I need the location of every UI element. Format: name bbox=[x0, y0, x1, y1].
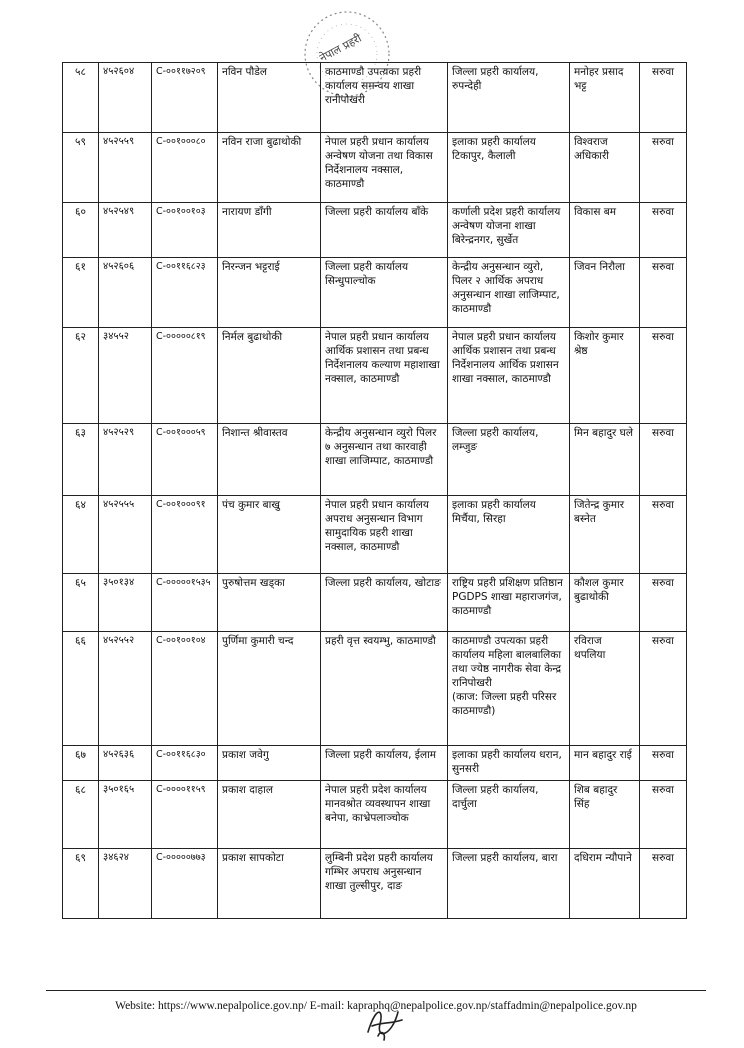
employee-name-cell bbox=[218, 328, 321, 424]
employee-name-cell bbox=[218, 496, 321, 574]
code-number-cell bbox=[152, 424, 218, 496]
code-number-text: C-०००००१५३५ bbox=[156, 577, 211, 588]
employee-name-text: पुरुषोत्तम खड्का bbox=[222, 577, 285, 589]
employee-name-cell bbox=[218, 133, 321, 203]
employee-name-cell bbox=[218, 574, 321, 632]
code-number-cell bbox=[152, 496, 218, 574]
transfer-office-text: नेपाल प्रहरी प्रधान कार्यालय आर्थिक प्रशासन तथा प्रबन्ध निर्देशनालय आर्थिक प्रशासन शाखा नक्साल, काठमाण्डौ bbox=[452, 331, 559, 385]
employee-name-text: नविन पौडेल bbox=[222, 66, 267, 78]
table-row bbox=[63, 424, 687, 496]
email-label: E-mail: bbox=[309, 1000, 345, 1012]
current-office-cell bbox=[321, 133, 448, 203]
code-number-text: C-००११७२०९ bbox=[156, 66, 206, 77]
employee-name-cell bbox=[218, 849, 321, 919]
employee-name-text: प्रकाश सापकोटा bbox=[222, 852, 284, 864]
commander-name-cell bbox=[570, 328, 640, 424]
email-link-kapraphq[interactable]: kapraphq@nepalpolice.gov.np/ bbox=[347, 1000, 491, 1012]
commander-name-text: जिवन निरौला bbox=[574, 261, 625, 273]
table-row bbox=[63, 63, 687, 133]
employee-id-cell bbox=[99, 632, 152, 746]
transfer-office-text: जिल्ला प्रहरी कार्यालय, बारा bbox=[452, 852, 558, 864]
code-number-cell bbox=[152, 746, 218, 781]
transfer-office-text: कर्णाली प्रदेश प्रहरी कार्यालय अन्वेषण योजना शाखा बिरेन्द्रनगर, सुर्खेत bbox=[452, 206, 561, 246]
website-link[interactable]: https://www.nepalpolice.gov.np/ bbox=[157, 1000, 307, 1012]
employee-id-cell bbox=[99, 574, 152, 632]
table-row bbox=[63, 203, 687, 258]
employee-name-cell bbox=[218, 632, 321, 746]
transfer-office-cell bbox=[448, 746, 570, 781]
transfer-office-text: जिल्ला प्रहरी कार्यालय, रुपन्देही bbox=[452, 66, 539, 92]
employee-name-cell bbox=[218, 781, 321, 849]
current-office-cell bbox=[321, 746, 448, 781]
commander-name-text: मनोहर प्रसाद भट्ट bbox=[574, 66, 624, 92]
commander-name-cell bbox=[570, 781, 640, 849]
serial-number-cell bbox=[63, 849, 99, 919]
current-office-text: केन्द्रीय अनुसन्धान व्युरो पिलर ७ अनुसन्धान तथा कारवाही शाखा लाजिम्पाट, काठमाण्डौ bbox=[325, 427, 437, 467]
code-number-text: C-००१०००५९ bbox=[156, 427, 206, 438]
employee-id-text: ४५२६०४ bbox=[103, 66, 135, 77]
transfer-office-text: काठमाण्डौ उपत्यका प्रहरी कार्यालय महिला बालबालिका तथा ज्येष्ठ नागरीक सेवा केन्द्र रानिपोखरी bbox=[452, 635, 562, 689]
transfer-office-cell bbox=[448, 496, 570, 574]
status-cell bbox=[640, 632, 687, 746]
current-office-cell bbox=[321, 496, 448, 574]
current-office-cell bbox=[321, 63, 448, 133]
page-footer bbox=[44, 1000, 708, 1012]
commander-name-text: जितेन्द्र कुमार बस्नेत bbox=[574, 499, 625, 525]
table-row bbox=[63, 849, 687, 919]
code-number-text: C-००१००१०४ bbox=[156, 635, 206, 646]
transfer-office-cell bbox=[448, 328, 570, 424]
serial-number-cell bbox=[63, 424, 99, 496]
commander-name-cell bbox=[570, 258, 640, 328]
current-office-cell bbox=[321, 574, 448, 632]
serial-number-cell bbox=[63, 746, 99, 781]
commander-name-text: शिब बहादुर सिंह bbox=[574, 784, 618, 810]
employee-id-cell bbox=[99, 849, 152, 919]
employee-name-cell bbox=[218, 63, 321, 133]
transfer-office-cell bbox=[448, 574, 570, 632]
table-row bbox=[63, 746, 687, 781]
table-row bbox=[63, 133, 687, 203]
current-office-text: नेपाल प्रहरी प्रदेश कार्यालय मानवश्रोत व्यवस्थापन शाखा बनेपा, काभ्रेपलाञ्चोक bbox=[325, 784, 431, 824]
commander-name-cell bbox=[570, 203, 640, 258]
employee-id-cell bbox=[99, 781, 152, 849]
code-number-text: C-००१०००८० bbox=[156, 136, 206, 147]
footer-divider bbox=[46, 990, 706, 991]
employee-id-text: ४५२५५२ bbox=[103, 635, 135, 646]
email-link-staffadmin[interactable]: staffadmin@nepalpolice.gov.np bbox=[490, 1000, 637, 1012]
code-number-text: C-००११६८२३ bbox=[156, 261, 206, 272]
employee-id-text: ३४६२४ bbox=[103, 852, 129, 863]
status-cell bbox=[640, 203, 687, 258]
transfer-office-cell bbox=[448, 258, 570, 328]
employee-name-text: पंच कुमार बाखु bbox=[222, 499, 280, 511]
current-office-text: काठमाण्डौ उपत्यका प्रहरी कार्यालय समन्वय शाखा रानीपोखरी bbox=[325, 66, 422, 106]
commander-name-cell bbox=[570, 63, 640, 133]
website-label: Website: bbox=[115, 1000, 156, 1012]
employee-id-text: ४५२५४९ bbox=[103, 206, 135, 217]
code-number-text: C-०००००७७३ bbox=[156, 852, 206, 863]
employee-id-text: ४५२५२९ bbox=[103, 427, 135, 438]
status-cell bbox=[640, 496, 687, 574]
status-text: सरुवा bbox=[652, 331, 674, 343]
employee-id-cell bbox=[99, 63, 152, 133]
commander-name-cell bbox=[570, 746, 640, 781]
commander-name-text: मान बहादुर राई bbox=[574, 749, 632, 761]
status-text: सरुवा bbox=[652, 635, 674, 647]
current-office-cell bbox=[321, 258, 448, 328]
commander-name-cell bbox=[570, 496, 640, 574]
status-cell bbox=[640, 781, 687, 849]
current-office-text: नेपाल प्रहरी प्रधान कार्यालय अन्वेषण योजना तथा विकास निर्देशनालय नक्साल, काठमाण्डौ bbox=[325, 136, 433, 190]
current-office-text: नेपाल प्रहरी प्रधान कार्यालय आर्थिक प्रशासन तथा प्रबन्ध निर्देशनालय कल्याण महाशाखा नक्साल, काठमाण्डौ bbox=[325, 331, 440, 385]
current-office-text: जिल्ला प्रहरी कार्यालय, ईलाम bbox=[325, 749, 437, 761]
table-row bbox=[63, 258, 687, 328]
transfer-office-cell bbox=[448, 133, 570, 203]
status-text: सरुवा bbox=[652, 784, 674, 796]
commander-name-text: मिन बहादुर घले bbox=[574, 427, 633, 439]
employee-name-text: निरन्जन भट्टराई bbox=[222, 261, 280, 273]
employee-id-cell bbox=[99, 328, 152, 424]
transfer-note-text: (काज: जिल्ला प्रहरी परिसर काठमाण्डौ) bbox=[452, 691, 557, 717]
transfer-office-text: इलाका प्रहरी कार्यालय मिर्चैया, सिरहा bbox=[452, 499, 536, 525]
serial-number-text: ६५ bbox=[75, 577, 86, 589]
employee-id-cell bbox=[99, 133, 152, 203]
commander-name-cell bbox=[570, 632, 640, 746]
transfer-office-text: केन्द्रीय अनुसन्धान व्युरो, पिलर २ आर्थिक अपराध अनुसन्धान शाखा लाजिम्पाट, काठमाण्डौ bbox=[452, 261, 560, 315]
code-number-text: C-००१०००९१ bbox=[156, 499, 206, 510]
transfer-office-cell bbox=[448, 203, 570, 258]
employee-id-cell bbox=[99, 203, 152, 258]
commander-name-text: विश्वराज अधिकारी bbox=[574, 136, 609, 162]
status-cell bbox=[640, 63, 687, 133]
current-office-text: जिल्ला प्रहरी कार्यालय सिन्धुपाल्चोक bbox=[325, 261, 409, 287]
employee-name-text: प्रकाश जवेगु bbox=[222, 749, 269, 761]
serial-number-cell bbox=[63, 133, 99, 203]
serial-number-text: ६९ bbox=[75, 852, 86, 864]
commander-name-cell bbox=[570, 133, 640, 203]
employee-id-text: ३४५५२ bbox=[103, 331, 129, 342]
serial-number-cell bbox=[63, 328, 99, 424]
status-cell bbox=[640, 849, 687, 919]
status-text: सरुवा bbox=[652, 749, 674, 761]
status-text: सरुवा bbox=[652, 206, 674, 218]
serial-number-cell bbox=[63, 496, 99, 574]
employee-name-cell bbox=[218, 203, 321, 258]
code-number-cell bbox=[152, 574, 218, 632]
transfer-office-cell bbox=[448, 63, 570, 133]
employee-id-cell bbox=[99, 746, 152, 781]
status-text: सरुवा bbox=[652, 852, 674, 864]
current-office-cell bbox=[321, 424, 448, 496]
status-text: सरुवा bbox=[652, 66, 674, 78]
serial-number-text: ६३ bbox=[75, 427, 86, 439]
current-office-cell bbox=[321, 203, 448, 258]
status-text: सरुवा bbox=[652, 261, 674, 273]
serial-number-cell bbox=[63, 63, 99, 133]
commander-name-text: दधिराम न्यौपाने bbox=[574, 852, 632, 864]
employee-name-text: प्रकाश दाहाल bbox=[222, 784, 273, 796]
commander-name-text: विकास बम bbox=[574, 206, 617, 218]
current-office-cell bbox=[321, 328, 448, 424]
stamp-text: नेपाल प्रहरी bbox=[317, 31, 364, 65]
transfer-office-cell bbox=[448, 781, 570, 849]
employee-id-text: ४५२६३६ bbox=[103, 749, 135, 760]
current-office-text: प्रहरी वृत्त स्वयम्भु, काठमाण्डौ bbox=[325, 635, 436, 647]
status-cell bbox=[640, 746, 687, 781]
current-office-cell bbox=[321, 849, 448, 919]
employee-name-text: नविन राजा बुढाथोकी bbox=[222, 136, 302, 148]
serial-number-text: ६४ bbox=[75, 499, 86, 511]
code-number-text: C-००१००१०३ bbox=[156, 206, 206, 217]
serial-number-cell bbox=[63, 258, 99, 328]
status-cell bbox=[640, 328, 687, 424]
employee-name-text: पुर्णिमा कुमारी चन्द bbox=[222, 635, 294, 647]
commander-name-text: रविराज थपलिया bbox=[574, 635, 606, 661]
table-row bbox=[63, 574, 687, 632]
code-number-text: C-००११६८३० bbox=[156, 749, 206, 760]
table-row bbox=[63, 328, 687, 424]
employee-name-cell bbox=[218, 746, 321, 781]
employee-id-cell bbox=[99, 258, 152, 328]
employee-id-text: ४५२५५५ bbox=[103, 499, 135, 510]
transfer-office-cell bbox=[448, 849, 570, 919]
transfer-office-text: इलाका प्रहरी कार्यालय धरान, सुनसरी bbox=[452, 749, 562, 775]
current-office-text: नेपाल प्रहरी प्रधान कार्यालय अपराध अनुसन्धान विभाग सामुदायिक प्रहरी शाखा नक्साल, काठमाण्डौ bbox=[325, 499, 429, 553]
transfer-office-cell bbox=[448, 424, 570, 496]
employee-id-cell bbox=[99, 496, 152, 574]
employee-id-text: ४५२५५९ bbox=[103, 136, 135, 147]
serial-number-cell bbox=[63, 203, 99, 258]
status-cell bbox=[640, 424, 687, 496]
commander-name-cell bbox=[570, 574, 640, 632]
code-number-cell bbox=[152, 63, 218, 133]
code-number-text: C-०००००८१९ bbox=[156, 331, 206, 342]
table-row bbox=[63, 496, 687, 574]
employee-name-cell bbox=[218, 424, 321, 496]
code-number-cell bbox=[152, 258, 218, 328]
transfer-office-text: जिल्ला प्रहरी कार्यालय, दार्चुला bbox=[452, 784, 539, 810]
status-text: सरुवा bbox=[652, 499, 674, 511]
employee-name-text: नारायण डाँगी bbox=[222, 206, 272, 218]
commander-name-cell bbox=[570, 849, 640, 919]
current-office-text: लुम्बिनी प्रदेश प्रहरी कार्यालय गम्भिर अपराध अनुसन्धान शाखा तुल्सीपुर, दाङ bbox=[325, 852, 433, 892]
serial-number-cell bbox=[63, 574, 99, 632]
serial-number-text: ५९ bbox=[75, 136, 86, 148]
commander-name-cell bbox=[570, 424, 640, 496]
employee-id-text: ४५२६०६ bbox=[103, 261, 135, 272]
code-number-cell bbox=[152, 328, 218, 424]
transfer-office-text: जिल्ला प्रहरी कार्यालय, लम्जुङ bbox=[452, 427, 539, 453]
status-cell bbox=[640, 133, 687, 203]
code-number-cell bbox=[152, 849, 218, 919]
transfer-office-text: राष्ट्रिय प्रहरी प्रशिक्षण प्रतिष्ठान PGDPS शाखा महाराजगंज, काठमाण्डौ bbox=[452, 577, 563, 617]
status-cell bbox=[640, 574, 687, 632]
employee-name-cell bbox=[218, 258, 321, 328]
code-number-cell bbox=[152, 632, 218, 746]
status-cell bbox=[640, 258, 687, 328]
serial-number-text: ५८ bbox=[75, 66, 86, 78]
current-office-cell bbox=[321, 781, 448, 849]
serial-number-cell bbox=[63, 632, 99, 746]
serial-number-text: ६७ bbox=[75, 749, 86, 761]
commander-name-text: कौशल कुमार बुढाथोकी bbox=[574, 577, 624, 603]
employee-name-text: निशान्त श्रीवास्तव bbox=[222, 427, 288, 439]
serial-number-text: ६२ bbox=[75, 331, 86, 343]
code-number-cell bbox=[152, 203, 218, 258]
code-number-cell bbox=[152, 781, 218, 849]
employee-name-text: निर्मल बुढाथोकी bbox=[222, 331, 283, 343]
current-office-cell bbox=[321, 632, 448, 746]
transfer-office-cell bbox=[448, 632, 570, 746]
code-number-text: C-००००११५९ bbox=[156, 784, 206, 795]
employee-id-cell bbox=[99, 424, 152, 496]
serial-number-text: ६८ bbox=[75, 784, 86, 796]
code-number-cell bbox=[152, 133, 218, 203]
serial-number-text: ६१ bbox=[75, 261, 86, 273]
table-row bbox=[63, 781, 687, 849]
transfer-table bbox=[62, 62, 687, 919]
serial-number-text: ६६ bbox=[75, 635, 86, 647]
status-text: सरुवा bbox=[652, 577, 674, 589]
commander-name-text: किशोर कुमार श्रेष्ठ bbox=[574, 331, 624, 357]
transfer-office-text: इलाका प्रहरी कार्यालय टिकापुर, कैलाली bbox=[452, 136, 536, 162]
serial-number-cell bbox=[63, 781, 99, 849]
employee-id-text: ३५०१६५ bbox=[103, 784, 135, 795]
status-text: सरुवा bbox=[652, 427, 674, 439]
table-row bbox=[63, 632, 687, 746]
employee-id-text: ३५०१३४ bbox=[103, 577, 135, 588]
current-office-text: जिल्ला प्रहरी कार्यालय, खोटाङ bbox=[325, 577, 441, 589]
current-office-text: जिल्ला प्रहरी कार्यालय बाँके bbox=[325, 206, 429, 218]
serial-number-text: ६० bbox=[75, 206, 86, 218]
status-text: सरुवा bbox=[652, 136, 674, 148]
